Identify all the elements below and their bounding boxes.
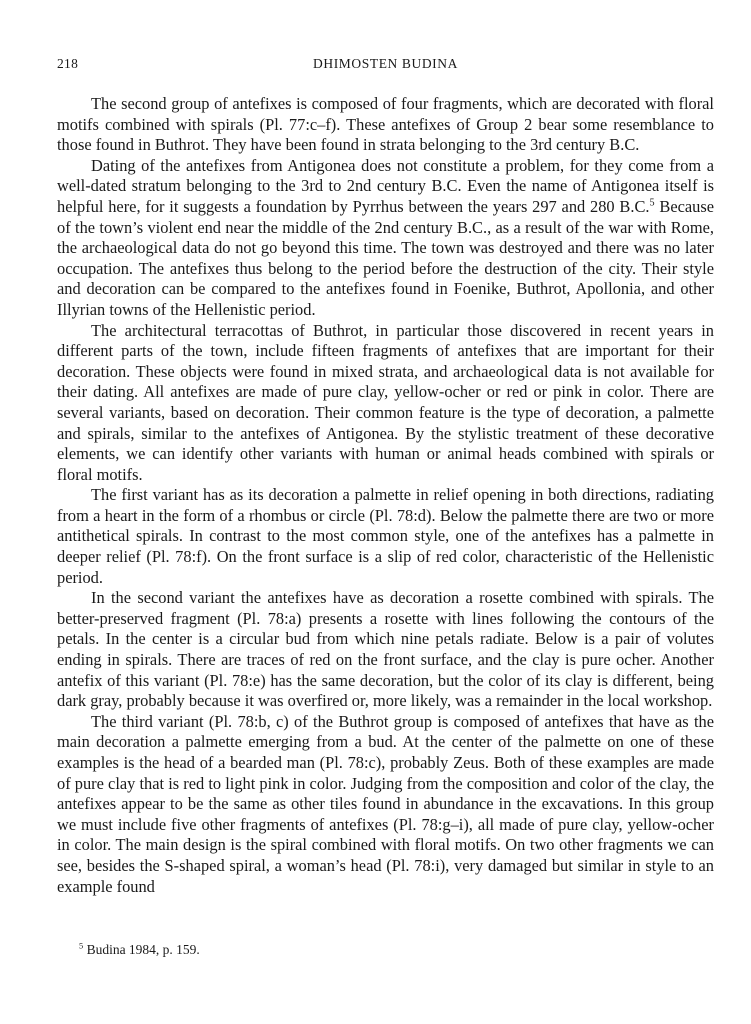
page [57,56,714,897]
running-title: DHIMOSTEN BUDINA [313,56,458,71]
running-head [57,56,714,80]
footnote-marker: 5 [79,941,84,951]
paragraph-6: The third variant (Pl. 78:b, c) of the Buthrot group is composed of antefixes that have as the main decoration a palmette emerging from a bud. At the center of the palmette on one of these examples is the head of a bearded man (Pl. 78:c), probably Zeus. Both of these examples are made of pure clay that is red to light pink in color. Judging from the composition and color of the clay, the antefixes appear to be the same as other tiles found in abundance in the excavations. In this group we must include five other fragments of antefixes (Pl. 78:g–i), all made of pure clay, yellow-ocher in color. The main design is the spiral combined with floral motifs. On two other fragments we can see, besides the S-shaped spiral, a woman’s head (Pl. 78:i), very damaged but similar in style to an example found [57,711,714,896]
paragraph-4: The first variant has as its decoration a palmette in relief opening in both directions, radiating from a heart in the form of a rhombus or circle (Pl. 78:d). Below the palmette there are two or more antithetical spirals. In contrast to the most common style, one of the antefixes has a palmette in deeper relief (Pl. 78:f). On the front surface is a slip of red color, characteristic of the Hellenistic period. [57,485,714,587]
paragraph-1: The second group of antefixes is composed of four fragments, which are decorated with floral motifs combined with spirals (Pl. 77:c–f). These antefixes of Group 2 bear some resemblance to those found in Buthrot. They have been found in strata belonging to the 3rd century B.C. [57,94,714,155]
paragraph-5: In the second variant the antefixes have as decoration a rosette combined with spirals. The better-preserved fragment (Pl. 78:a) presents a rosette with lines following the contours of the petals. In the center is a circular bud from which nine petals radiate. Below is a pair of volutes ending in spirals. There are traces of red on the front surface, and the clay is pure ocher. Another antefix of this variant (Pl. 78:e) has the same decoration, but the color of its clay is different, being dark gray, probably because it was overfired or, more likely, was a remainder in the local workshop. [57,588,714,711]
footnote-text: Budina 1984, p. 159. [86,942,200,957]
page-number: 218 [57,56,79,71]
paragraph-2-text: Dating of the antefixes from Antigonea does not constitute a problem, for they come from a well-dated stratum belonging to the 3rd to 2nd century B.C. Even the name of Antigonea itself is helpful here, for it suggests a foundation by Pyrrhus between the years 297 and 280 B.C. [57,155,714,216]
paragraph-3: The architectural terracottas of Buthrot, in particular those discovered in recent years in different parts of the town, include fifteen fragments of antefixes that are important for their decoration. These objects were found in mixed strata, and archaeological data is not available for their dating. All antefixes are made of pure clay, yellow-ocher or red or pink in color. There are several variants, based on decoration. Their common feature is the type of decoration, a palmette and spirals, similar to the antefixes of Antigonea. By the stylistic treatment of these decorative elements, we can identify other variants with human or animal heads combined with spirals or floral motifs. [57,320,714,484]
footnote [57,941,200,959]
footnote-reference: 5 [649,197,655,209]
paragraph-2-continuation: Because of the town’s violent end near the middle of the 2nd century B.C., as a result of the war with Rome, the archaeological data do not go beyond this time. The town was destroyed and there was no later occupation. The antefixes thus belong to the period before the destruction of the city. Their style and decoration can be compared to the antefixes found in Foenike, Buthrot, Apollonia, and other Illyrian towns of the Hellenistic period. [57,196,715,319]
paragraph-2 [57,156,714,321]
body-text [57,94,714,897]
